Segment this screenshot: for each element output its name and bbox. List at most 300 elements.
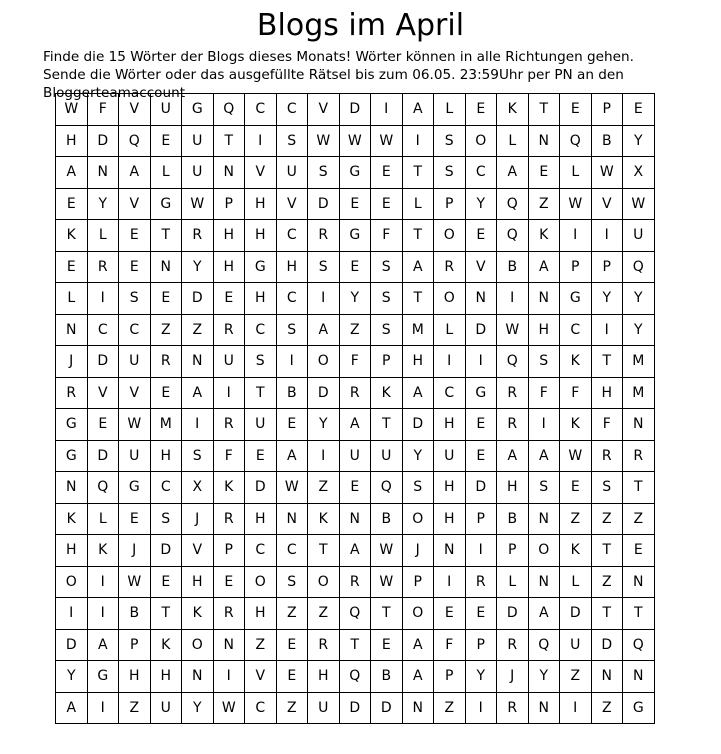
grid-cell[interactable]: E: [119, 251, 151, 283]
grid-cell[interactable]: R: [497, 629, 529, 661]
grid-cell[interactable]: C: [465, 157, 497, 189]
grid-cell[interactable]: Y: [308, 409, 340, 441]
grid-cell[interactable]: A: [497, 440, 529, 472]
grid-cell[interactable]: P: [213, 535, 245, 567]
grid-cell[interactable]: P: [497, 535, 529, 567]
grid-cell[interactable]: E: [560, 472, 592, 504]
grid-cell[interactable]: Y: [623, 125, 655, 157]
grid-cell[interactable]: Y: [402, 440, 434, 472]
grid-cell[interactable]: I: [465, 535, 497, 567]
grid-cell[interactable]: Y: [56, 661, 88, 693]
grid-cell[interactable]: N: [623, 661, 655, 693]
grid-cell[interactable]: C: [560, 314, 592, 346]
grid-cell[interactable]: Y: [465, 188, 497, 220]
grid-cell[interactable]: E: [119, 220, 151, 252]
grid-cell[interactable]: N: [434, 535, 466, 567]
grid-cell[interactable]: W: [119, 566, 151, 598]
grid-cell[interactable]: I: [402, 125, 434, 157]
grid-cell[interactable]: I: [87, 283, 119, 315]
grid-cell[interactable]: G: [339, 157, 371, 189]
grid-cell[interactable]: U: [308, 692, 340, 724]
grid-cell[interactable]: Z: [245, 629, 277, 661]
grid-cell[interactable]: C: [276, 535, 308, 567]
grid-cell[interactable]: E: [150, 283, 182, 315]
grid-cell[interactable]: M: [623, 346, 655, 378]
grid-cell[interactable]: T: [591, 346, 623, 378]
grid-cell[interactable]: U: [119, 440, 151, 472]
grid-cell[interactable]: F: [87, 94, 119, 126]
grid-cell[interactable]: S: [308, 251, 340, 283]
grid-cell[interactable]: I: [591, 314, 623, 346]
grid-cell[interactable]: T: [591, 598, 623, 630]
grid-cell[interactable]: S: [150, 503, 182, 535]
grid-cell[interactable]: E: [276, 409, 308, 441]
grid-cell[interactable]: G: [56, 440, 88, 472]
grid-cell[interactable]: P: [465, 629, 497, 661]
grid-cell[interactable]: C: [245, 314, 277, 346]
grid-cell[interactable]: A: [528, 598, 560, 630]
grid-cell[interactable]: J: [182, 503, 214, 535]
grid-cell[interactable]: Z: [560, 503, 592, 535]
grid-cell[interactable]: E: [150, 566, 182, 598]
grid-cell[interactable]: H: [245, 598, 277, 630]
grid-cell[interactable]: D: [87, 346, 119, 378]
grid-cell[interactable]: I: [276, 346, 308, 378]
grid-cell[interactable]: H: [213, 251, 245, 283]
grid-cell[interactable]: N: [213, 157, 245, 189]
grid-cell[interactable]: S: [308, 157, 340, 189]
grid-cell[interactable]: W: [182, 188, 214, 220]
grid-cell[interactable]: T: [150, 220, 182, 252]
grid-cell[interactable]: S: [245, 346, 277, 378]
grid-cell[interactable]: V: [245, 661, 277, 693]
grid-cell[interactable]: R: [465, 566, 497, 598]
grid-cell[interactable]: V: [119, 188, 151, 220]
grid-cell[interactable]: D: [245, 472, 277, 504]
grid-cell[interactable]: H: [56, 125, 88, 157]
grid-cell[interactable]: F: [560, 377, 592, 409]
grid-cell[interactable]: M: [623, 377, 655, 409]
grid-cell[interactable]: K: [87, 535, 119, 567]
grid-cell[interactable]: H: [150, 661, 182, 693]
grid-cell[interactable]: R: [339, 566, 371, 598]
grid-cell[interactable]: N: [339, 503, 371, 535]
grid-cell[interactable]: H: [150, 440, 182, 472]
grid-cell[interactable]: Q: [528, 629, 560, 661]
grid-cell[interactable]: F: [339, 346, 371, 378]
grid-cell[interactable]: U: [434, 440, 466, 472]
grid-cell[interactable]: I: [434, 566, 466, 598]
grid-cell[interactable]: E: [465, 598, 497, 630]
grid-cell[interactable]: Z: [119, 692, 151, 724]
grid-cell[interactable]: E: [528, 157, 560, 189]
grid-cell[interactable]: D: [560, 598, 592, 630]
grid-cell[interactable]: U: [119, 346, 151, 378]
grid-cell[interactable]: K: [213, 472, 245, 504]
grid-cell[interactable]: D: [182, 283, 214, 315]
grid-cell[interactable]: U: [276, 157, 308, 189]
grid-cell[interactable]: W: [623, 188, 655, 220]
grid-cell[interactable]: I: [434, 346, 466, 378]
grid-cell[interactable]: I: [560, 692, 592, 724]
grid-cell[interactable]: H: [528, 314, 560, 346]
grid-cell[interactable]: T: [402, 157, 434, 189]
grid-cell[interactable]: H: [434, 409, 466, 441]
grid-cell[interactable]: J: [119, 535, 151, 567]
grid-cell[interactable]: U: [182, 157, 214, 189]
grid-cell[interactable]: B: [591, 125, 623, 157]
grid-cell[interactable]: D: [56, 629, 88, 661]
grid-cell[interactable]: V: [591, 188, 623, 220]
grid-cell[interactable]: F: [213, 440, 245, 472]
grid-cell[interactable]: Q: [497, 346, 529, 378]
grid-cell[interactable]: S: [528, 472, 560, 504]
grid-cell[interactable]: E: [623, 94, 655, 126]
grid-cell[interactable]: L: [560, 157, 592, 189]
grid-cell[interactable]: D: [87, 440, 119, 472]
grid-cell[interactable]: D: [465, 472, 497, 504]
grid-cell[interactable]: T: [591, 535, 623, 567]
grid-cell[interactable]: R: [213, 409, 245, 441]
grid-cell[interactable]: A: [56, 692, 88, 724]
grid-cell[interactable]: R: [308, 220, 340, 252]
grid-cell[interactable]: E: [434, 598, 466, 630]
grid-cell[interactable]: N: [213, 629, 245, 661]
grid-cell[interactable]: E: [623, 535, 655, 567]
grid-cell[interactable]: I: [87, 692, 119, 724]
grid-cell[interactable]: A: [276, 440, 308, 472]
grid-cell[interactable]: I: [87, 566, 119, 598]
grid-cell[interactable]: B: [119, 598, 151, 630]
grid-cell[interactable]: U: [339, 440, 371, 472]
grid-cell[interactable]: H: [308, 661, 340, 693]
grid-cell[interactable]: R: [591, 440, 623, 472]
grid-cell[interactable]: E: [339, 472, 371, 504]
grid-cell[interactable]: Z: [276, 598, 308, 630]
grid-cell[interactable]: B: [371, 661, 403, 693]
grid-cell[interactable]: I: [308, 440, 340, 472]
grid-cell[interactable]: N: [56, 314, 88, 346]
grid-cell[interactable]: L: [87, 503, 119, 535]
grid-cell[interactable]: P: [434, 188, 466, 220]
grid-cell[interactable]: C: [276, 220, 308, 252]
grid-cell[interactable]: T: [528, 94, 560, 126]
grid-cell[interactable]: S: [434, 125, 466, 157]
grid-cell[interactable]: N: [591, 661, 623, 693]
grid-cell[interactable]: N: [623, 566, 655, 598]
grid-cell[interactable]: S: [402, 472, 434, 504]
grid-cell[interactable]: Z: [276, 692, 308, 724]
grid-cell[interactable]: B: [371, 503, 403, 535]
grid-cell[interactable]: T: [150, 598, 182, 630]
grid-cell[interactable]: N: [150, 251, 182, 283]
grid-cell[interactable]: Q: [339, 598, 371, 630]
grid-cell[interactable]: T: [371, 598, 403, 630]
grid-cell[interactable]: D: [591, 629, 623, 661]
grid-cell[interactable]: Q: [119, 125, 151, 157]
grid-cell[interactable]: N: [87, 157, 119, 189]
grid-cell[interactable]: G: [339, 220, 371, 252]
grid-cell[interactable]: S: [182, 440, 214, 472]
grid-cell[interactable]: U: [623, 220, 655, 252]
grid-cell[interactable]: D: [339, 94, 371, 126]
grid-cell[interactable]: L: [87, 220, 119, 252]
grid-cell[interactable]: N: [182, 346, 214, 378]
grid-cell[interactable]: K: [560, 535, 592, 567]
grid-cell[interactable]: I: [213, 661, 245, 693]
grid-cell[interactable]: D: [465, 314, 497, 346]
grid-cell[interactable]: A: [402, 661, 434, 693]
grid-cell[interactable]: Q: [623, 629, 655, 661]
grid-cell[interactable]: W: [560, 440, 592, 472]
grid-cell[interactable]: A: [402, 251, 434, 283]
grid-cell[interactable]: W: [308, 125, 340, 157]
grid-cell[interactable]: R: [308, 629, 340, 661]
grid-cell[interactable]: S: [434, 157, 466, 189]
grid-cell[interactable]: L: [497, 566, 529, 598]
grid-cell[interactable]: I: [87, 598, 119, 630]
grid-cell[interactable]: F: [371, 220, 403, 252]
grid-cell[interactable]: Y: [465, 661, 497, 693]
grid-cell[interactable]: H: [402, 346, 434, 378]
grid-cell[interactable]: V: [245, 157, 277, 189]
grid-cell[interactable]: V: [119, 377, 151, 409]
grid-cell[interactable]: E: [465, 94, 497, 126]
grid-cell[interactable]: E: [560, 94, 592, 126]
grid-cell[interactable]: G: [182, 94, 214, 126]
grid-cell[interactable]: Z: [182, 314, 214, 346]
grid-cell[interactable]: K: [560, 409, 592, 441]
grid-cell[interactable]: Y: [87, 188, 119, 220]
grid-cell[interactable]: C: [150, 472, 182, 504]
grid-cell[interactable]: G: [56, 409, 88, 441]
grid-cell[interactable]: D: [150, 535, 182, 567]
grid-cell[interactable]: A: [402, 629, 434, 661]
grid-cell[interactable]: P: [560, 251, 592, 283]
grid-cell[interactable]: J: [497, 661, 529, 693]
grid-cell[interactable]: W: [276, 472, 308, 504]
grid-cell[interactable]: Q: [87, 472, 119, 504]
grid-cell[interactable]: H: [434, 472, 466, 504]
grid-cell[interactable]: A: [339, 409, 371, 441]
grid-cell[interactable]: U: [182, 125, 214, 157]
grid-cell[interactable]: R: [150, 346, 182, 378]
grid-cell[interactable]: W: [119, 409, 151, 441]
grid-cell[interactable]: W: [560, 188, 592, 220]
grid-cell[interactable]: T: [623, 472, 655, 504]
grid-cell[interactable]: S: [276, 566, 308, 598]
grid-cell[interactable]: L: [402, 188, 434, 220]
grid-cell[interactable]: W: [497, 314, 529, 346]
grid-cell[interactable]: N: [465, 283, 497, 315]
grid-cell[interactable]: E: [465, 409, 497, 441]
grid-cell[interactable]: C: [434, 377, 466, 409]
grid-cell[interactable]: I: [182, 409, 214, 441]
grid-cell[interactable]: H: [245, 188, 277, 220]
grid-cell[interactable]: Y: [182, 692, 214, 724]
grid-cell[interactable]: H: [245, 283, 277, 315]
grid-cell[interactable]: H: [591, 377, 623, 409]
grid-cell[interactable]: C: [276, 94, 308, 126]
grid-cell[interactable]: D: [371, 692, 403, 724]
grid-cell[interactable]: J: [56, 346, 88, 378]
grid-cell[interactable]: Z: [591, 566, 623, 598]
grid-cell[interactable]: G: [150, 188, 182, 220]
grid-cell[interactable]: G: [623, 692, 655, 724]
grid-cell[interactable]: K: [528, 220, 560, 252]
grid-cell[interactable]: H: [276, 251, 308, 283]
grid-cell[interactable]: U: [150, 692, 182, 724]
grid-cell[interactable]: I: [213, 377, 245, 409]
grid-cell[interactable]: K: [371, 377, 403, 409]
grid-cell[interactable]: D: [497, 598, 529, 630]
grid-cell[interactable]: P: [402, 566, 434, 598]
grid-cell[interactable]: X: [182, 472, 214, 504]
grid-cell[interactable]: U: [150, 94, 182, 126]
grid-cell[interactable]: A: [528, 440, 560, 472]
grid-cell[interactable]: N: [528, 125, 560, 157]
grid-cell[interactable]: S: [528, 346, 560, 378]
grid-cell[interactable]: S: [276, 125, 308, 157]
grid-cell[interactable]: Q: [497, 220, 529, 252]
grid-cell[interactable]: M: [402, 314, 434, 346]
grid-cell[interactable]: U: [213, 346, 245, 378]
grid-cell[interactable]: H: [119, 661, 151, 693]
grid-cell[interactable]: E: [213, 566, 245, 598]
grid-cell[interactable]: E: [87, 409, 119, 441]
grid-cell[interactable]: K: [56, 220, 88, 252]
grid-cell[interactable]: W: [371, 125, 403, 157]
grid-cell[interactable]: O: [465, 125, 497, 157]
grid-cell[interactable]: K: [560, 346, 592, 378]
grid-cell[interactable]: G: [119, 472, 151, 504]
grid-cell[interactable]: I: [560, 220, 592, 252]
grid-cell[interactable]: R: [623, 440, 655, 472]
grid-cell[interactable]: K: [497, 94, 529, 126]
grid-cell[interactable]: M: [150, 409, 182, 441]
grid-cell[interactable]: S: [119, 283, 151, 315]
grid-cell[interactable]: B: [276, 377, 308, 409]
grid-cell[interactable]: P: [119, 629, 151, 661]
grid-cell[interactable]: E: [119, 503, 151, 535]
grid-cell[interactable]: P: [434, 661, 466, 693]
grid-cell[interactable]: I: [591, 220, 623, 252]
grid-cell[interactable]: Q: [497, 188, 529, 220]
grid-cell[interactable]: N: [528, 283, 560, 315]
grid-cell[interactable]: Z: [591, 692, 623, 724]
grid-cell[interactable]: R: [497, 692, 529, 724]
grid-cell[interactable]: H: [245, 503, 277, 535]
grid-cell[interactable]: D: [308, 377, 340, 409]
grid-cell[interactable]: S: [276, 314, 308, 346]
grid-cell[interactable]: Y: [182, 251, 214, 283]
grid-cell[interactable]: L: [150, 157, 182, 189]
grid-cell[interactable]: I: [371, 94, 403, 126]
grid-cell[interactable]: H: [434, 503, 466, 535]
grid-cell[interactable]: C: [87, 314, 119, 346]
grid-cell[interactable]: I: [308, 283, 340, 315]
grid-cell[interactable]: P: [371, 346, 403, 378]
grid-cell[interactable]: H: [497, 472, 529, 504]
grid-cell[interactable]: O: [308, 346, 340, 378]
grid-cell[interactable]: C: [245, 692, 277, 724]
grid-cell[interactable]: T: [339, 629, 371, 661]
grid-cell[interactable]: E: [465, 220, 497, 252]
grid-cell[interactable]: R: [182, 220, 214, 252]
grid-cell[interactable]: A: [497, 157, 529, 189]
grid-cell[interactable]: K: [308, 503, 340, 535]
grid-cell[interactable]: H: [56, 535, 88, 567]
grid-cell[interactable]: A: [308, 314, 340, 346]
grid-cell[interactable]: O: [434, 220, 466, 252]
grid-cell[interactable]: E: [339, 188, 371, 220]
grid-cell[interactable]: V: [182, 535, 214, 567]
grid-cell[interactable]: A: [528, 251, 560, 283]
grid-cell[interactable]: Z: [591, 503, 623, 535]
grid-cell[interactable]: X: [623, 157, 655, 189]
grid-cell[interactable]: I: [465, 346, 497, 378]
grid-cell[interactable]: F: [591, 409, 623, 441]
grid-cell[interactable]: Z: [434, 692, 466, 724]
grid-cell[interactable]: S: [371, 283, 403, 315]
grid-cell[interactable]: A: [339, 535, 371, 567]
grid-cell[interactable]: N: [528, 503, 560, 535]
grid-cell[interactable]: L: [434, 314, 466, 346]
grid-cell[interactable]: V: [308, 94, 340, 126]
grid-cell[interactable]: S: [371, 314, 403, 346]
grid-cell[interactable]: Q: [560, 125, 592, 157]
grid-cell[interactable]: A: [56, 157, 88, 189]
grid-cell[interactable]: E: [465, 440, 497, 472]
grid-cell[interactable]: I: [56, 598, 88, 630]
grid-cell[interactable]: L: [56, 283, 88, 315]
grid-cell[interactable]: G: [560, 283, 592, 315]
grid-cell[interactable]: C: [276, 283, 308, 315]
grid-cell[interactable]: E: [213, 283, 245, 315]
grid-cell[interactable]: D: [87, 125, 119, 157]
grid-cell[interactable]: O: [434, 283, 466, 315]
grid-cell[interactable]: P: [591, 94, 623, 126]
grid-cell[interactable]: Z: [308, 472, 340, 504]
grid-cell[interactable]: E: [371, 188, 403, 220]
grid-cell[interactable]: F: [434, 629, 466, 661]
grid-cell[interactable]: Q: [339, 661, 371, 693]
grid-cell[interactable]: Y: [623, 314, 655, 346]
grid-cell[interactable]: R: [56, 377, 88, 409]
grid-cell[interactable]: J: [402, 535, 434, 567]
grid-cell[interactable]: Z: [150, 314, 182, 346]
grid-cell[interactable]: P: [465, 503, 497, 535]
grid-cell[interactable]: O: [402, 598, 434, 630]
grid-cell[interactable]: T: [213, 125, 245, 157]
grid-cell[interactable]: U: [245, 409, 277, 441]
grid-cell[interactable]: V: [465, 251, 497, 283]
grid-cell[interactable]: C: [245, 535, 277, 567]
grid-cell[interactable]: N: [528, 692, 560, 724]
grid-cell[interactable]: N: [402, 692, 434, 724]
grid-cell[interactable]: T: [371, 409, 403, 441]
grid-cell[interactable]: P: [591, 251, 623, 283]
grid-cell[interactable]: T: [623, 598, 655, 630]
grid-cell[interactable]: W: [591, 157, 623, 189]
grid-cell[interactable]: E: [371, 157, 403, 189]
grid-cell[interactable]: Z: [308, 598, 340, 630]
grid-cell[interactable]: N: [182, 661, 214, 693]
grid-cell[interactable]: G: [245, 251, 277, 283]
grid-cell[interactable]: A: [402, 377, 434, 409]
grid-cell[interactable]: Y: [528, 661, 560, 693]
grid-cell[interactable]: K: [56, 503, 88, 535]
